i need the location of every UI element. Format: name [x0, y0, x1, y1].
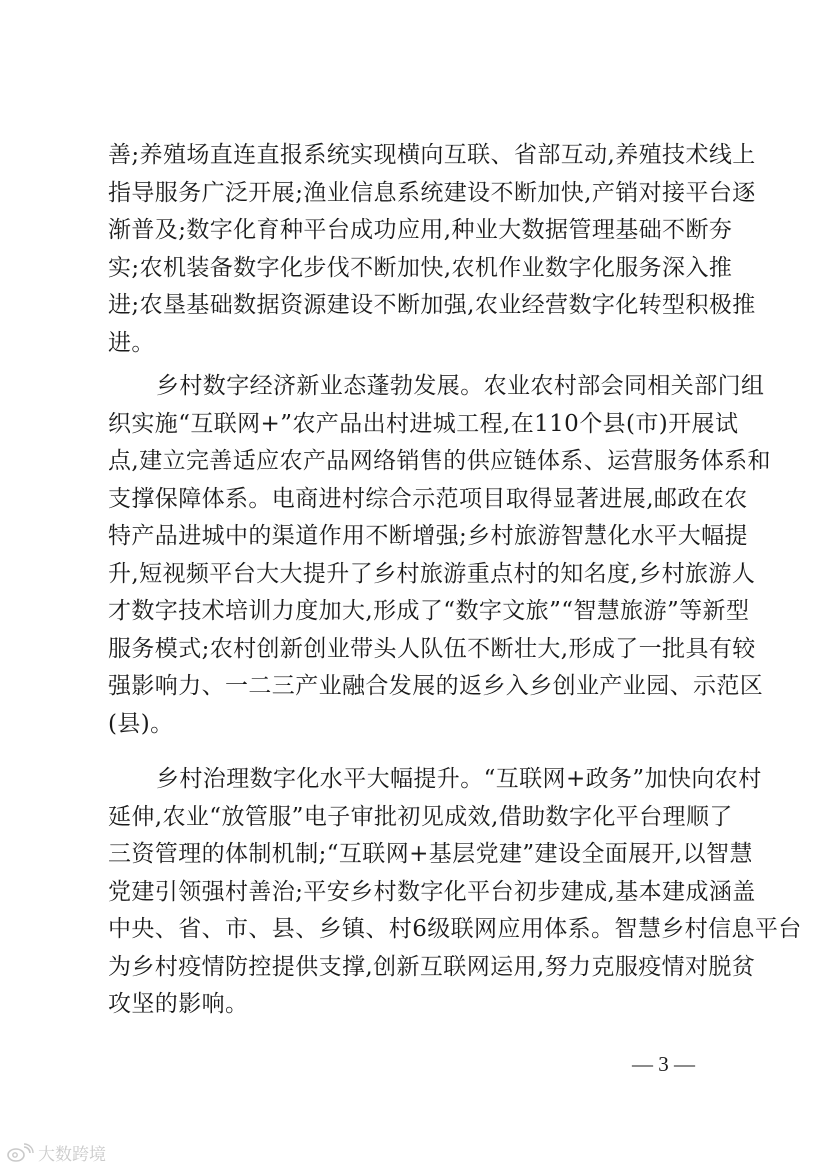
watermark [6, 1140, 106, 1165]
text-line: 点,建立完善适应农产品网络销售的供应链体系、运营服务体系和 [108, 448, 771, 474]
text-line: 升,短视频平台大大提升了乡村旅游重点村的知名度,乡村旅游人 [108, 560, 756, 587]
text-line: 乡村治理数字化水平大幅提升。“互联网+政务”加快向农村 [156, 766, 762, 792]
text-line: 攻坚的影响。 [108, 991, 249, 1017]
text-line: 进;农垦基础数据资源建设不断加强,农业经营数字化转型积极推 [108, 292, 756, 318]
weibo-like-logo-icon [6, 1143, 34, 1163]
text-line: 乡村数字经济新业态蓬勃发展。农业农村部会同相关部门组 [156, 373, 765, 399]
text-line: 特产品进城中的渠道作用不断增强;乡村旅游智慧化水平大幅提 [108, 523, 748, 549]
paragraph-3 [108, 761, 802, 1024]
text-line: (县)。 [108, 710, 174, 737]
text-line: 实;农机装备数字化步伐不断加快,农机作业数字化服务深入推 [108, 254, 733, 281]
text-line: 支撑保障体系。电商进村综合示范项目取得显著进展,邮政在农 [108, 485, 748, 512]
page-number: — 3 — [632, 1052, 695, 1076]
text-line: 善;养殖场直连直报系统实现横向互联、省部互动,养殖技术线上 [108, 142, 756, 168]
text-line: 为乡村疫情防控提供支撑,创新互联网运用,努力克服疫情对脱贫 [108, 953, 756, 980]
text-line: 三资管理的体制机制;“互联网+基层党建”建设全面展开,以智慧 [108, 841, 753, 867]
text-line: 中央、省、市、县、乡镇、村6级联网应用体系。智慧乡村信息平台 [108, 916, 802, 942]
paragraph-1 [108, 137, 756, 362]
text-line: 党建引领强村善治;平安乡村数字化平台初步建成,基本建成涵盖 [108, 878, 756, 905]
text-line: 强影响力、一二三产业融合发展的返乡入乡创业产业园、示范区 [108, 673, 764, 699]
text-line: 进。 [108, 329, 155, 356]
paragraph-2 [108, 368, 771, 743]
text-line: 指导服务广泛开展;渔业信息系统建设不断加快,产销对接平台逐 [108, 179, 756, 206]
text-line: 渐普及;数字化育种平台成功应用,种业大数据管理基础不断夯 [108, 217, 733, 243]
text-line: 服务模式;农村创新创业带头人队伍不断壮大,形成了一批具有较 [108, 635, 756, 662]
text-line: 织实施“互联网+”农产品出村进城工程,在110个县(市)开展试 [108, 410, 739, 437]
watermark-text: 大数跨境 [38, 1145, 106, 1165]
text-line: 才数字技术培训力度加大,形成了“数字文旅”“智慧旅游”等新型 [108, 598, 750, 624]
text-line: 延伸,农业“放管服”电子审批初见成效,借助数字化平台理顺了 [108, 803, 733, 830]
